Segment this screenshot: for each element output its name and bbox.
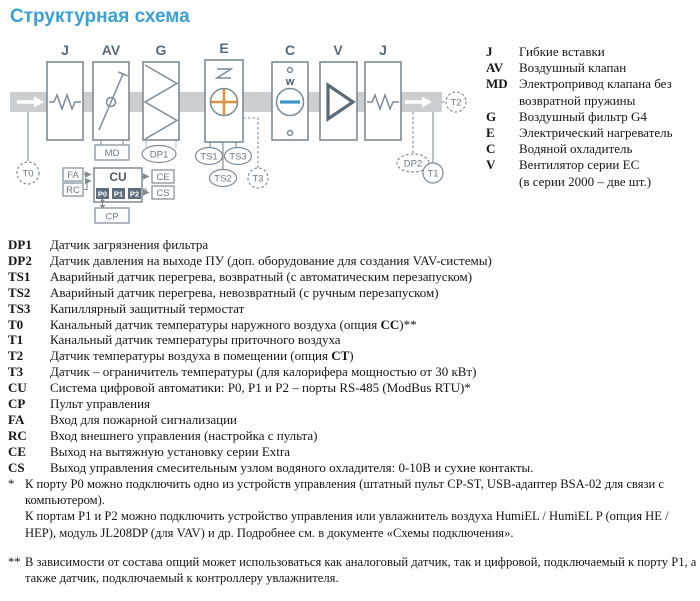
block-label: J <box>61 42 69 58</box>
sensor-t2 <box>446 92 466 112</box>
svg-text:CE: CE <box>156 172 170 183</box>
sensor-t1 <box>423 163 443 183</box>
definition-term: T2 <box>8 348 24 364</box>
cu-label: CU <box>109 170 127 184</box>
definition-term: CP <box>8 396 26 412</box>
block-air-damper <box>93 42 129 140</box>
svg-text:P2: P2 <box>129 189 140 199</box>
legend-desc: Электрический нагреватель <box>519 125 673 141</box>
definition-term: T0 <box>8 316 24 332</box>
definition-term: TS1 <box>8 268 31 284</box>
legend-row <box>486 157 698 189</box>
definition-desc: Датчик загрязнения фильтра <box>50 237 209 252</box>
sensor-t3 <box>248 168 268 188</box>
definition-term: CU <box>8 380 27 396</box>
definition-term: CE <box>8 443 27 459</box>
legend-desc-line2: (в серии 2000 – две шт.) <box>519 173 652 189</box>
desc-post: )** <box>399 316 417 332</box>
footnotes <box>8 476 698 599</box>
definition-row <box>8 412 700 428</box>
definition-desc: Система цифровой автоматики: P0, P1 и P2 – порты RS-485 (ModBus RTU)* <box>50 380 471 396</box>
footnote-paragraph: В зависимости от состава опций может использоваться как аналоговый датчик, так и цифровой, подключаемый к порту P1, а также датчик, подключаемый к контроллеру увлажнителя. <box>25 554 697 586</box>
definition-term: T1 <box>8 332 24 348</box>
definition-desc: Аварийный датчик перегрева, невозвратный (с ручным перезапуском) <box>50 284 439 300</box>
sensor-ts2 <box>210 170 237 187</box>
definition-desc <box>50 348 700 364</box>
svg-text:CS: CS <box>156 188 170 199</box>
footnote-marker: * <box>8 477 15 491</box>
definition-desc: Капиллярный защитный термостат <box>50 300 245 316</box>
svg-text:TS3: TS3 <box>229 151 247 163</box>
legend-term: C <box>486 141 496 157</box>
desc-bold: CT <box>331 348 350 364</box>
svg-text:T3: T3 <box>252 173 264 185</box>
definition-row <box>8 269 700 285</box>
definition-row <box>8 332 700 348</box>
definition-desc: Выход на вытяжную установку серии Extra <box>50 443 291 459</box>
legend-term: E <box>486 125 495 141</box>
block-label: AV <box>101 42 121 58</box>
definition-row <box>8 237 700 253</box>
sensor-ts1 <box>196 148 223 165</box>
legend-desc-line1: Электропривод клапана без <box>519 76 672 92</box>
svg-text:T0: T0 <box>22 168 34 180</box>
legend-row <box>486 141 698 157</box>
footnote-paragraph: К порту P0 можно подключить одно из устройств управления (штатный пульт CP-ST, USB-адаптер BSA-02 для связи с компьютером). <box>25 477 664 508</box>
cp-panel-box <box>95 208 129 223</box>
svg-text:P0: P0 <box>97 189 108 199</box>
definition-row <box>8 380 700 396</box>
definition-term: FA <box>8 411 25 427</box>
definition-row <box>8 364 700 380</box>
legend-desc-line2: возвратной пружины <box>519 92 636 108</box>
svg-text:DP2: DP2 <box>403 158 423 170</box>
definition-desc <box>50 317 700 333</box>
block-water-cooler <box>272 42 308 140</box>
sensor-t0 <box>17 162 39 184</box>
block-flex-insert-outlet <box>365 42 401 140</box>
definition-row <box>8 285 700 301</box>
legend-desc <box>519 157 698 189</box>
footnote-body <box>25 554 698 586</box>
svg-text:RC: RC <box>66 185 80 196</box>
legend-row <box>486 44 698 60</box>
definition-row <box>8 348 700 364</box>
fa-input-box <box>63 168 83 181</box>
sensor-ts3 <box>225 148 252 165</box>
legend-row <box>486 125 698 141</box>
control-cluster <box>63 168 174 223</box>
footnote <box>8 554 698 586</box>
cs-output-box <box>152 186 174 199</box>
footnote <box>8 476 698 541</box>
rc-to-cu-arrow <box>84 181 91 190</box>
definition-row <box>8 428 700 444</box>
svg-text:TS1: TS1 <box>200 151 218 163</box>
svg-text:P1: P1 <box>113 189 124 199</box>
rc-input-box <box>63 183 83 196</box>
block-label: V <box>333 42 343 58</box>
definition-term: TS2 <box>8 284 31 300</box>
definition-term: T3 <box>8 364 24 380</box>
legend-desc: Водяной охладитель <box>519 141 633 157</box>
heater-icon <box>211 89 238 116</box>
definition-row <box>8 301 700 317</box>
svg-text:DP1: DP1 <box>149 149 169 161</box>
legend-term: MD <box>486 76 508 92</box>
legend-term: G <box>486 108 497 124</box>
definition-desc: Аварийный датчик перегрева, возвратный (с автоматическим перезапуском) <box>50 268 473 284</box>
legend-term: J <box>486 44 493 59</box>
definition-row <box>8 460 700 476</box>
block-label: G <box>155 42 167 58</box>
legend-term: AV <box>486 60 504 76</box>
svg-text:CP: CP <box>105 211 119 223</box>
definition-term: TS3 <box>8 300 31 316</box>
desc-bold: CC <box>380 316 400 332</box>
legend-row <box>486 109 698 125</box>
block-electric-heater <box>205 40 243 142</box>
definition-desc: Вход для пожарной сигнализации <box>50 411 237 427</box>
ce-output-box <box>152 170 174 183</box>
definition-row <box>8 396 700 412</box>
footnote-marker: ** <box>8 554 21 569</box>
legend-desc: Гибкие вставки <box>519 44 605 59</box>
page-title: Структурная схема <box>10 6 190 27</box>
legend-term: V <box>486 157 496 173</box>
cu-to-cs-arrow <box>142 189 149 193</box>
definition-row <box>8 253 700 269</box>
block-filter <box>143 42 179 140</box>
definition-term: DP1 <box>8 237 32 252</box>
port-p2 <box>128 188 141 199</box>
desc-pre: Канальный датчик температуры наружного воздуха (опция <box>50 316 381 332</box>
legend <box>486 44 698 190</box>
structural-diagram <box>0 38 480 238</box>
legend-desc: Воздушный клапан <box>519 60 627 76</box>
footnote-paragraph: К портам P1 и P2 можно подключить устройство управления или увлажнитель воздуха HumiEL / HumiEL P (опция HE / HEP), модуль JL208DP (для VAV) и др. Подробнее см. в документе «Схемы подключения». <box>25 509 669 540</box>
block-label: C <box>284 42 296 58</box>
definition-term: RC <box>8 427 27 443</box>
legend-desc <box>519 76 698 108</box>
svg-text:TS2: TS2 <box>214 173 232 185</box>
port-p1 <box>112 188 125 199</box>
cu-controller-box <box>94 168 142 202</box>
definition-term: CS <box>8 459 25 475</box>
definition-row <box>8 444 700 460</box>
definition-desc: Пульт управления <box>50 396 151 412</box>
legend-desc: Воздушный фильтр G4 <box>519 108 647 124</box>
desc-pre: Датчик температуры воздуха в помещении (опция <box>50 348 332 364</box>
block-label: E <box>219 40 229 56</box>
definition-row <box>8 317 700 333</box>
definition-desc: Выход управления смесительным узлом водяного охладителя: 0-10В и сухие контакты. <box>50 459 534 475</box>
svg-text:T2: T2 <box>450 97 462 109</box>
block-flex-insert-inlet <box>47 42 83 140</box>
block-label: J <box>379 42 387 58</box>
block-fan <box>320 42 357 140</box>
definition-desc: Вход внешнего управления (настройка с пульта) <box>50 427 318 443</box>
svg-text:FA: FA <box>67 170 79 181</box>
footnote-body <box>25 476 698 541</box>
svg-text:T1: T1 <box>427 168 439 180</box>
legend-row <box>486 60 698 76</box>
port-p0 <box>96 188 109 199</box>
sensor-dp1 <box>142 146 176 163</box>
definition-term: DP2 <box>8 252 32 268</box>
definitions-list <box>8 237 700 476</box>
legend-row <box>486 76 698 108</box>
cooler-w-label: w <box>285 76 295 88</box>
sensor-md <box>95 145 129 160</box>
definition-desc: Датчик – ограничитель температуры (для калорифера мощностью от 30 кВт) <box>50 364 477 380</box>
desc-post: ) <box>349 348 354 364</box>
legend-desc-line1: Вентилятор серии EC <box>519 157 640 173</box>
definition-desc: Канальный датчик температуры приточного воздуха <box>50 332 341 348</box>
svg-text:MD: MD <box>104 148 120 159</box>
definition-desc: Датчик давления на выходе ПУ (доп. оборудование для создания VAV-системы) <box>50 252 492 268</box>
